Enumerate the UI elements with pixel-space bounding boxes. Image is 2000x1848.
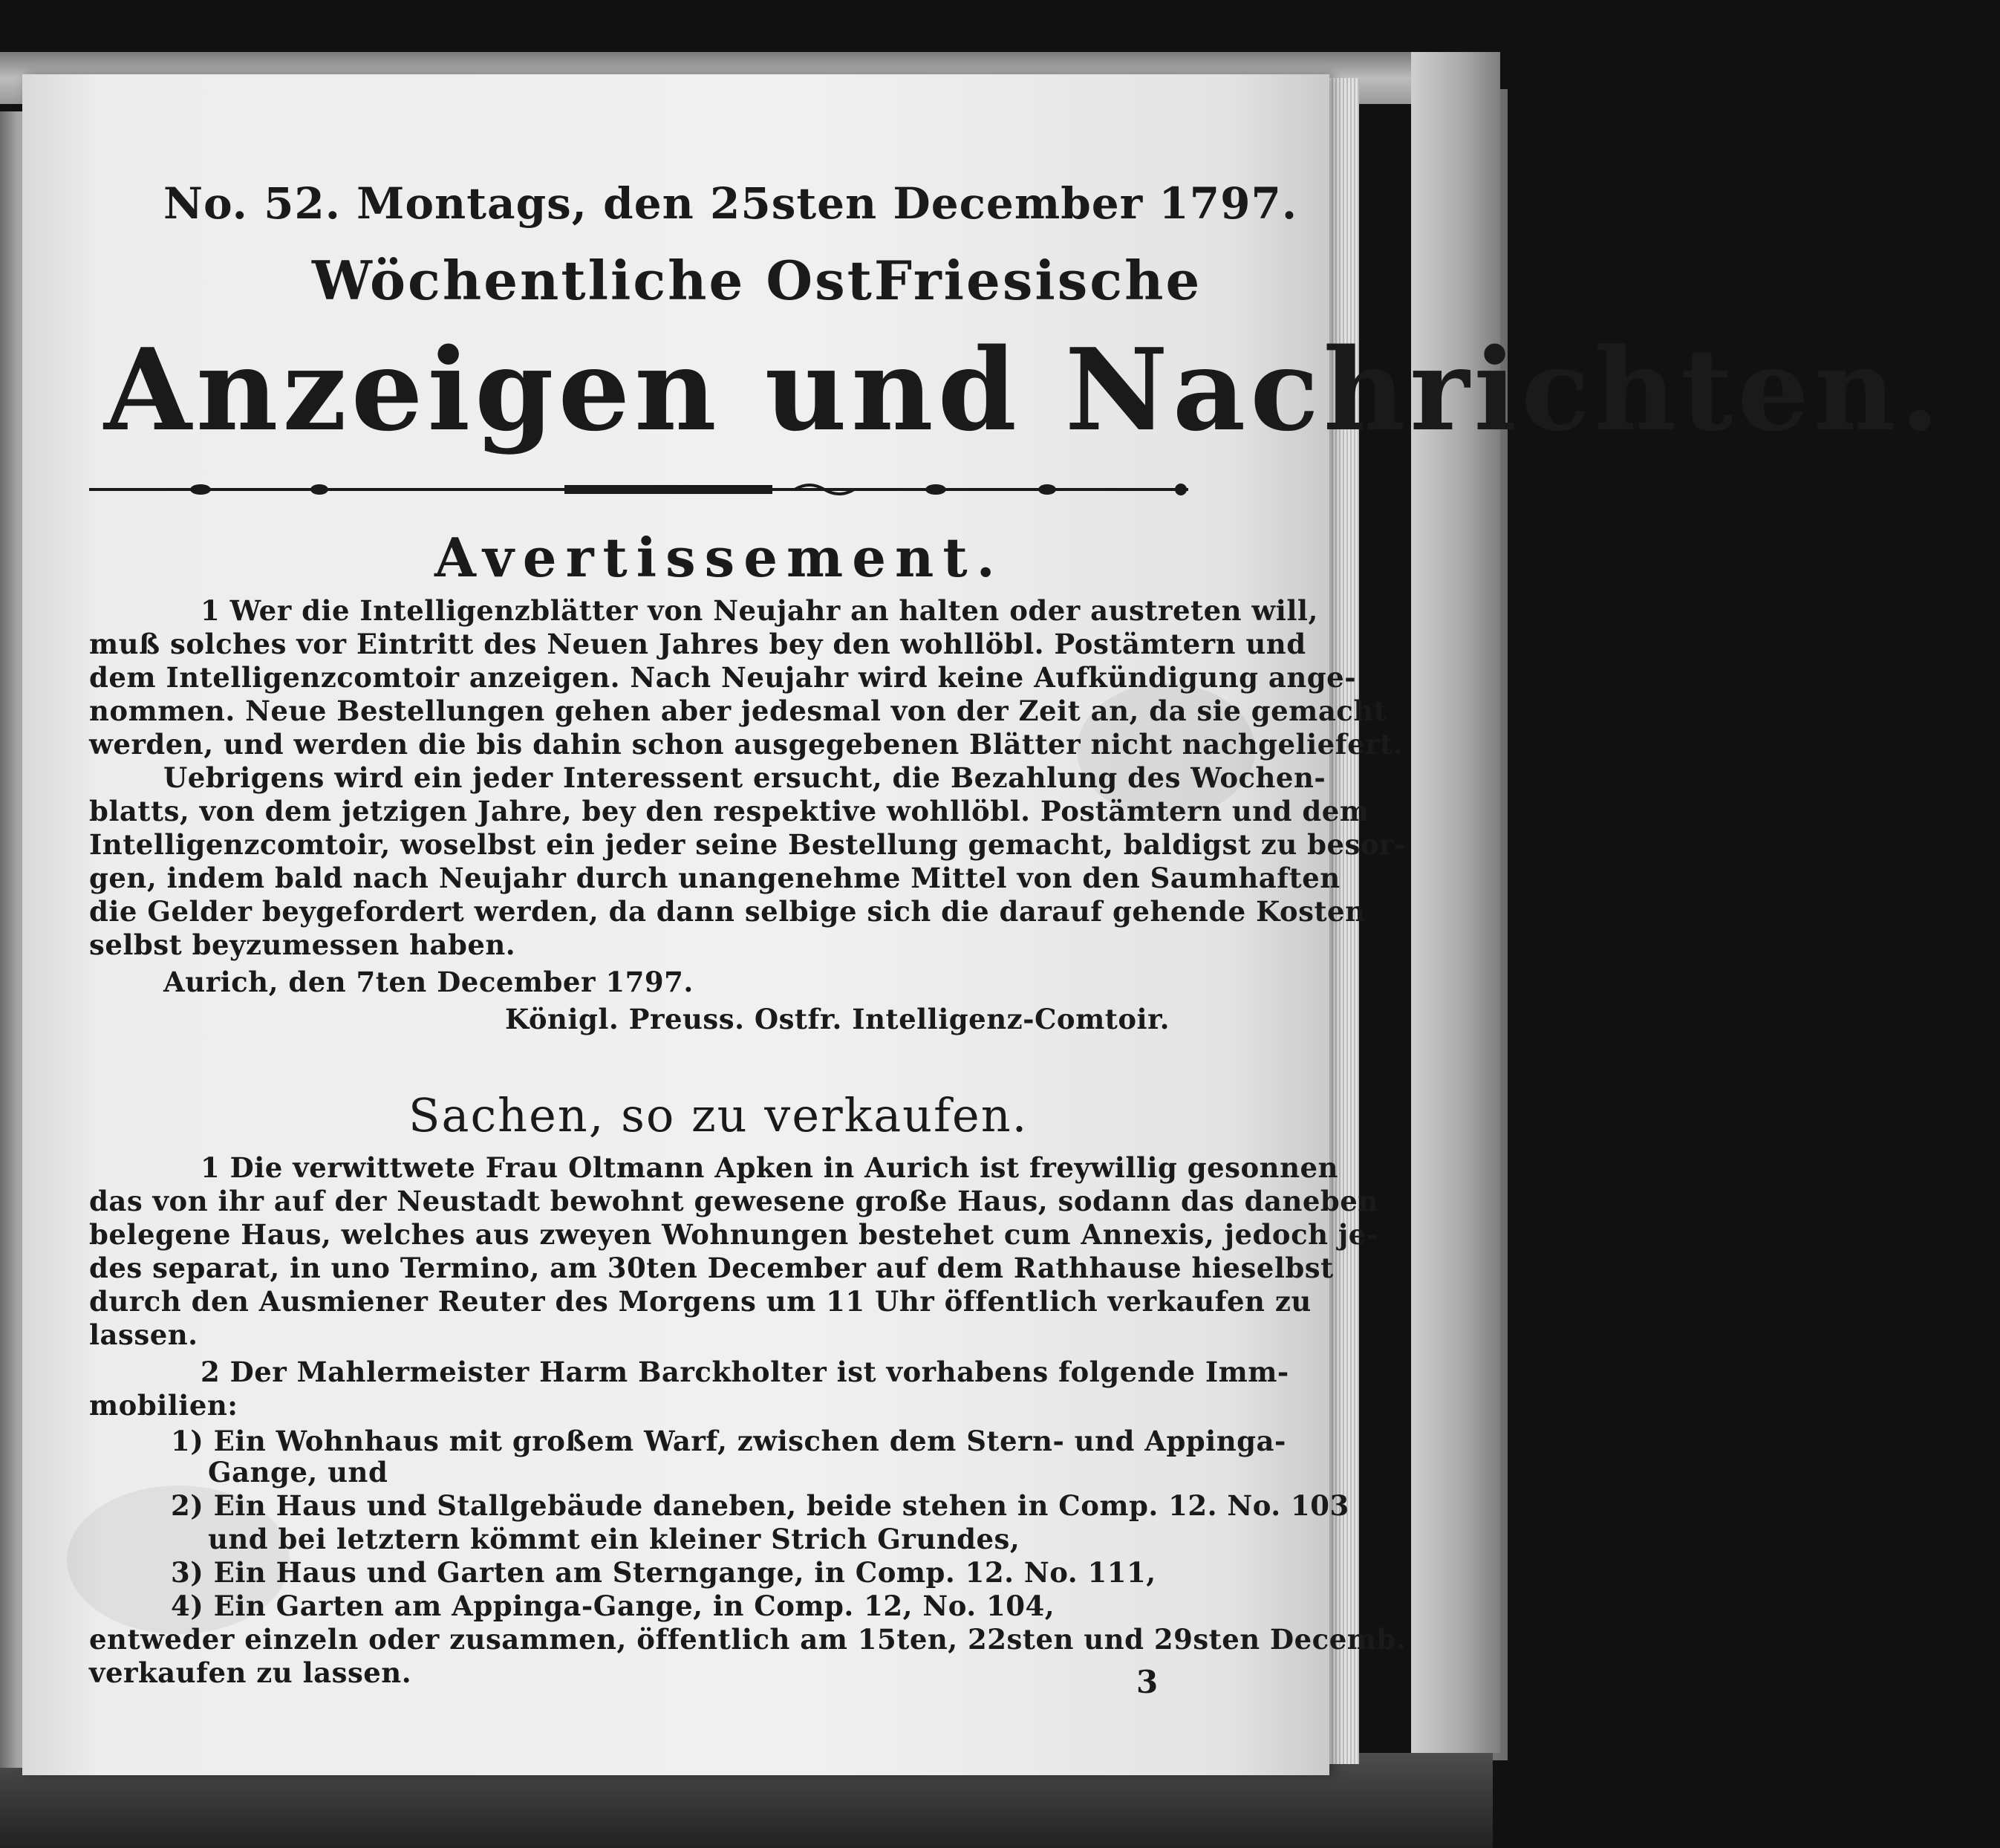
text-line: des separat, in uno Termino, am 30ten December auf dem Rathhause hieselbst — [89, 1252, 1334, 1284]
avertissement-heading: Avertissement. — [434, 526, 1004, 589]
signature: Königl. Preuss. Ostfr. Intelligenz-Comtoir. — [505, 1003, 1170, 1035]
subtitle: Wöchentliche OstFriesische — [312, 249, 1202, 312]
text-line: das von ihr auf der Neustadt bewohnt gewesene große Haus, sodann das daneben — [89, 1185, 1378, 1217]
text-line: 1 Wer die Intelligenzblätter von Neujahr an halten oder austreten will, — [201, 594, 1318, 627]
text-line: blatts, von dem jetzigen Jahre, bey den respektive wohllöbl. Postämtern und dem — [89, 795, 1369, 827]
text-line: muß solches vor Eintritt des Neuen Jahres bey den wohllöbl. Postämtern und — [89, 628, 1306, 660]
page-content — [22, 74, 1944, 1775]
text-line: mobilien: — [89, 1389, 238, 1422]
text-line: belegene Haus, welches aus zweyen Wohnungen bestehet cum Annexis, jedoch je- — [89, 1218, 1378, 1251]
text-line: die Gelder beygefordert werden, da dann selbige sich die darauf gehende Kosten — [89, 895, 1366, 928]
list-item: 3) Ein Haus und Garten am Sterngange, in Comp. 12. No. 111, — [171, 1556, 1156, 1589]
masthead-title: Anzeigen und Nachrichten. — [104, 323, 1944, 456]
text-line: Intelligenzcomtoir, woselbst ein jeder seine Bestellung gemacht, baldigst zu besor- — [89, 828, 1406, 861]
text-line: Uebrigens wird ein jeder Interessent ersucht, die Bezahlung des Wochen- — [163, 761, 1326, 794]
list-item: 4) Ein Garten am Appinga-Gange, in Comp. 12, No. 104, — [171, 1590, 1055, 1622]
text-line: gen, indem bald nach Neujahr durch unangenehme Mittel von den Saumhaften — [89, 862, 1341, 894]
text-line: verkaufen zu lassen. — [89, 1656, 412, 1689]
text-line: werden, und werden die bis dahin schon ausgegebenen Blätter nicht nachgeliefert. — [89, 728, 1404, 761]
book-spine-edge — [1411, 52, 1500, 1753]
text-line: nommen. Neue Bestellungen gehen aber jedesmal von der Zeit an, da sie gemacht — [89, 694, 1387, 727]
text-line: dem Intelligenzcomtoir anzeigen. Nach Neujahr wird keine Aufkündigung ange- — [89, 661, 1357, 694]
text-line: selbst beyzumessen haben. — [89, 928, 516, 961]
text-line: 2 Der Mahlermeister Harm Barckholter ist vorhabens folgende Imm- — [201, 1356, 1289, 1388]
list-item: Gange, und — [208, 1456, 388, 1489]
text-line: lassen. — [89, 1318, 198, 1351]
text-line: durch den Ausmiener Reuter des Morgens um 11 Uhr öffentlich verkaufen zu — [89, 1285, 1312, 1318]
ornamental-rule — [82, 481, 1196, 498]
text-line: entweder einzeln oder zusammen, öffentlich am 15ten, 22sten und 29sten Decemb. — [89, 1623, 1407, 1656]
place-date: Aurich, den 7ten December 1797. — [163, 966, 694, 998]
list-item: 1) Ein Wohnhaus mit großem Warf, zwischen dem Stern- und Appinga- — [171, 1425, 1286, 1457]
newspaper-page — [22, 74, 1944, 1775]
dateline: No. 52. Montags, den 25sten December 1797. — [163, 178, 1298, 229]
page-number: 3 — [1136, 1664, 1159, 1700]
sales-heading: Sachen, so zu verkaufen. — [408, 1088, 1029, 1142]
list-item: und bei letztern kömmt ein kleiner Strich Grundes, — [208, 1523, 1020, 1555]
text-line: 1 Die verwittwete Frau Oltmann Apken in Aurich ist freywillig gesonnen — [201, 1151, 1338, 1184]
list-item: 2) Ein Haus und Stallgebäude daneben, beide stehen in Comp. 12. No. 103 — [171, 1489, 1349, 1522]
